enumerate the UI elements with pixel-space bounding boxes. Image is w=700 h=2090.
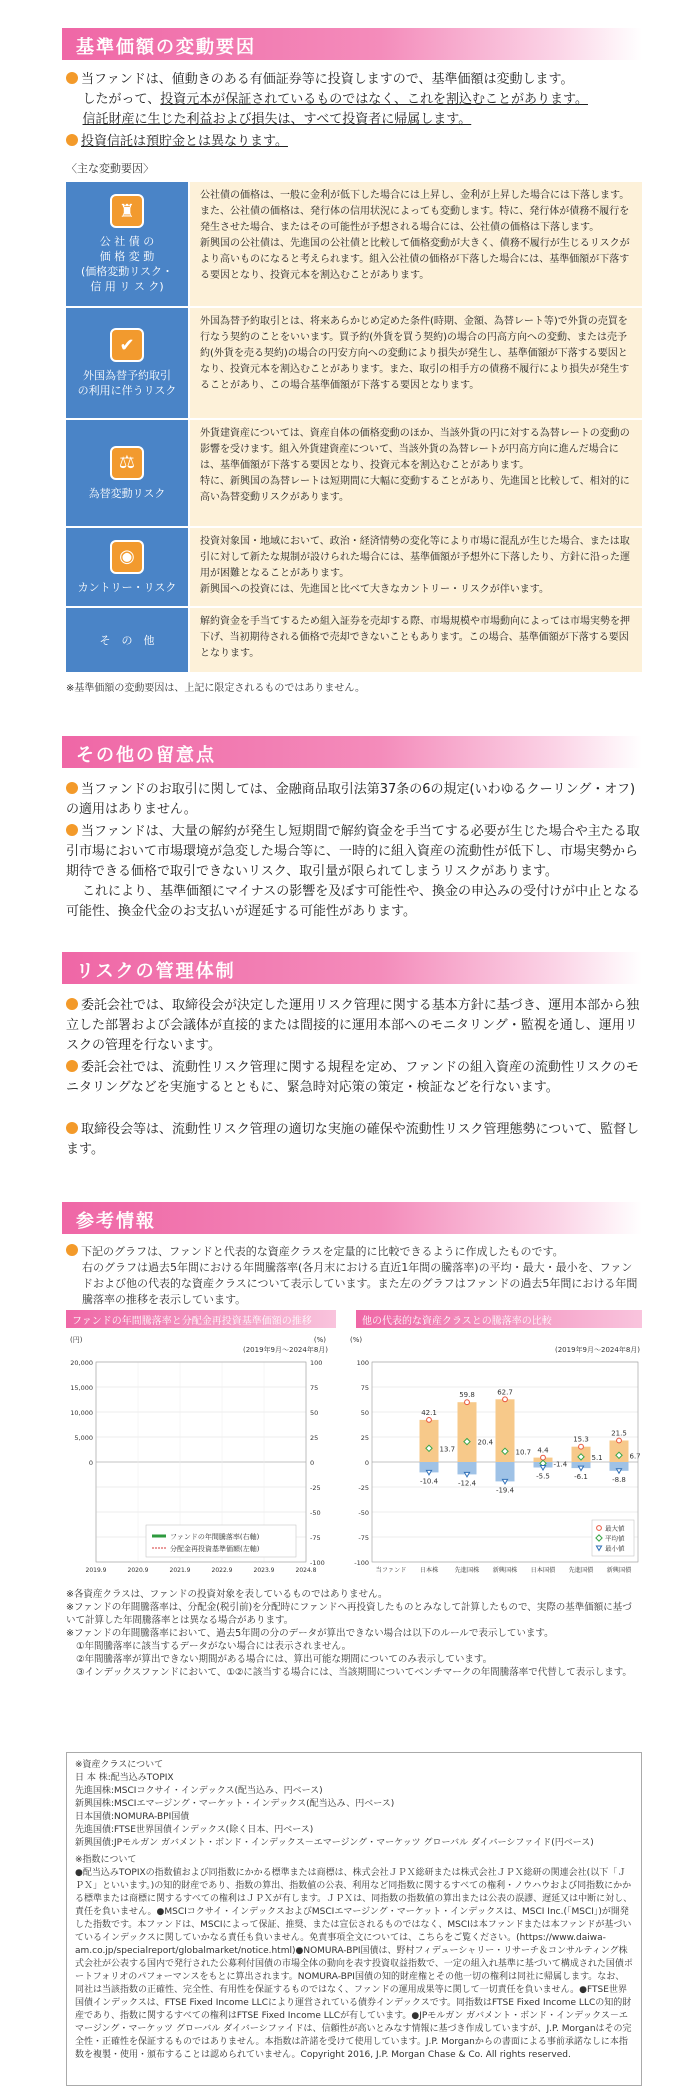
- risk-factor-table: [66, 182, 642, 674]
- right-tick-label: 25: [310, 1434, 319, 1442]
- left-tick-label: 20,000: [70, 1359, 93, 1367]
- right-tick-label: -75: [310, 1534, 321, 1542]
- right-tick-label: 50: [310, 1409, 319, 1417]
- left-line-chart: [66, 1330, 338, 1582]
- globe-icon: ◉: [110, 540, 144, 574]
- left-tick-label: 10,000: [70, 1409, 93, 1417]
- y-tick-label: -100: [354, 1559, 369, 1567]
- chart-notes: ※各資産クラスは、ファンドの投資対象を表しているものではありません。 ※ファンドの年間騰落率は、分配金(税引前)を分配時にファンドへ再投資したものとみなして計算したもので、実際の基準価額に基づいて計算した年間騰落率とは異なる場合があります。 ※ファンドの年間騰落率において、過去5年間の分のデータが算出できない場合は以下のルールで表示しています。 ①年間騰落率に該当するデータがない場合には表示されません。 ②年間騰落率が算出できない期間がある場合には、算出可能な期間についてのみ表示しています。 ③インデックスファンドにおいて、①②に該当する場合には、当該期間についてベンチマークの年間騰落率で代替して表示します。: [66, 1589, 632, 1678]
- right-chart-title: 他の代表的な資産クラスとの騰落率の比較: [356, 1310, 642, 1328]
- marker-min: [426, 1470, 431, 1475]
- category-label: 新興国債: [606, 1567, 632, 1574]
- bullet-liquidity: 当ファンドは、大量の解約が発生し短期間で解約資金を手当てする必要が生じた場合や主たる取引市場において市場環境が急変した場合等に、一時的に組入資産の流動性が低下し、市場実勢から期待できる価格で取引できないリスク、取引量が限られてしまうリスクがあります。 これにより、基準価額にマイナスの影響を及ぼす可能性や、換金の申込みの受付けが中止となる可能性、換金代金のお支払いが遅延する可能性があります。: [66, 824, 640, 919]
- max-label: 21.5: [611, 1429, 627, 1438]
- y-tick-label: -25: [358, 1484, 369, 1492]
- category-label: 先進国株: [454, 1567, 480, 1574]
- risk-footnote: ※基準価額の変動要因は、上記に限定されるものではありません。: [66, 683, 365, 694]
- risk-row-country: ◉ カントリー・リスク 投資対象国・地域において、政治・経済情勢の変化等により市場に混乱が生じた場合、または取引に対して新たな規制が設けられた場合には、基準価額が予想外に下落したり、方針に沿った運用が困難となることがあります。 新興国への投資には、先進国と比べて大きなカントリー・リスクが伴います。: [66, 528, 642, 608]
- category-label: 日本国債: [530, 1567, 556, 1574]
- right-tick-label: 0: [310, 1459, 315, 1467]
- forex-contract-icon: ✔: [110, 328, 144, 362]
- category-label: 新興国株: [492, 1567, 518, 1574]
- marker-min: [616, 1469, 621, 1474]
- max-label: 4.4: [537, 1446, 549, 1455]
- min-label: -6.1: [574, 1473, 588, 1482]
- bullet-board-supervision: 取締役会等は、流動性リスク管理の適切な実施の確保や流動性リスク管理態勢について、監督します。: [66, 1122, 639, 1157]
- bullet-not-deposit: 投資信託は預貯金とは異なります。: [66, 132, 641, 152]
- left-tick-label: 15,000: [70, 1384, 93, 1392]
- bullet-dot-icon: [66, 1060, 78, 1072]
- bullet-chart-intro: 下記のグラフは、ファンドと代表的な資産クラスを定量的に比較できるように作成したものです。 右のグラフは過去5年間における年間騰落率(各月末における直近1年間の騰落率)の平均・最大・最小を、ファンドおよび他の代表的な資産クラスについて表示しています。また左のグラフはファンドの過去5年間における年間騰落率の推移を表示しています。: [66, 1244, 641, 1308]
- bullet-dot-icon: [66, 72, 78, 84]
- max-label: 15.3: [573, 1435, 589, 1444]
- avg-label: 10.7: [515, 1448, 532, 1457]
- y-tick-label: 50: [360, 1409, 369, 1417]
- left-axis-unit: (円): [70, 1336, 83, 1344]
- marker-max: [503, 1397, 508, 1402]
- bullet-dot-icon: [66, 782, 78, 794]
- right-axis-unit: (%): [313, 1336, 326, 1344]
- marker-min: [578, 1466, 583, 1471]
- bullet-dot-icon: [66, 998, 78, 1010]
- avg-label: 20.4: [477, 1438, 494, 1447]
- marker-min: [464, 1472, 469, 1477]
- min-label: -8.8: [612, 1475, 626, 1484]
- right-tick-label: -25: [310, 1484, 321, 1492]
- section-header-risk-management: リスクの管理体制: [62, 952, 642, 984]
- right-chart-period: (2019年9月〜2024年8月): [555, 1346, 640, 1354]
- marker-max: [579, 1444, 584, 1449]
- risk-row-forex-contract: ✔ 外国為替予約取引 の利用に伴うリスク 外国為替予約取引とは、将来あらかじめ定めた条件(時期、金額、為替レート等)で外貨の売買を行なう契約のことをいいます。買予約(外貨を買う契約)の場合の円高方向への変動、または売予約(外貨を売る契約)の場合の円安方向への変動により損失が発生し、基準価額が下落する要因となり、投資元本を割込むことがあります。また、取引の相手方の債務不履行により損失が発生することがあり、この場合基準価額が下落する要因となります。: [66, 308, 642, 420]
- risk-row-bond: ♜ 公 社 債 の 価 格 変 動 (価格変動リスク・ 信 用 リ ス ク) 公社債の価格は、一般に金利が低下した場合には上昇し、金利が上昇した場合には下落します。また、公社債の価格は、発行体の信用状況によっても変動します。特に、発行体が債務不履行を発生させた場合、またはその可能性が予想される場合には、公社債の価格は下落します。 新興国の公社債は、先進国の公社債と比較して価格変動が大きく、債務不履行が生じるリスクがより高いものになると考えられます。組入公社債の価格が下落した場合には、基準価額が下落する要因となり、投資元本を割込むことがあります。: [66, 182, 642, 308]
- marker-max: [541, 1455, 546, 1460]
- right-tick-label: -100: [310, 1559, 325, 1567]
- bullet-dot-icon: [66, 824, 78, 836]
- left-tick-label: 0: [88, 1459, 93, 1467]
- y-tick-label: 100: [356, 1359, 369, 1367]
- right-tick-label: 100: [310, 1359, 323, 1367]
- avg-label: 5.1: [591, 1453, 603, 1462]
- legend-max-label: 最大値: [605, 1524, 625, 1533]
- max-label: 62.7: [497, 1388, 513, 1397]
- legend-min-label: 最小値: [605, 1544, 625, 1553]
- risk-row-other: そ の 他 解約資金を手当てするため組入証券を売却する際、市場規模や市場動向によっては市場実勢を押下げ、当初期待される価格で売却できないこともあります。この場合、基準価額が下落する要因となります。: [66, 608, 642, 674]
- x-tick-label: 2021.9: [169, 1567, 191, 1574]
- section-header-other-notes: その他の留意点: [62, 736, 642, 768]
- bullet-dot-icon: [66, 1244, 78, 1256]
- risk-row-currency: ⚖ 為替変動リスク 外貨建資産については、資産自体の価格変動のほか、当該外貨の円に対する為替レートの変動の影響を受けます。組入外貨建資産について、当該外貨の為替レートが円高方向に進んだ場合には、基準価額が下落する要因となり、投資元本を割込むことがあります。 特に、新興国の為替レートは短期間に大幅に変動することがあり、先進国と比較して、相対的に高い為替変動リスクがあります。: [66, 420, 642, 528]
- category-label: 日本株: [419, 1567, 439, 1574]
- category-label: 先進国債: [568, 1567, 594, 1574]
- max-label: 59.8: [459, 1391, 475, 1400]
- bullet-dot-icon: [66, 1122, 78, 1134]
- legend-max-marker: [597, 1526, 602, 1531]
- bullet-dot-icon: [66, 134, 78, 146]
- x-tick-label: 2023.9: [253, 1567, 275, 1574]
- legend-avg-label: 平均値: [605, 1534, 625, 1543]
- left-chart-period: (2019年9月〜2024年8月): [243, 1346, 328, 1354]
- y-tick-label: 75: [360, 1384, 369, 1392]
- x-tick-label: 2019.9: [85, 1567, 107, 1574]
- marker-min: [540, 1466, 545, 1471]
- bullet-liquidity-policy: 委託会社では、流動性リスク管理に関する規程を定め、ファンドの組入資産の流動性リスクのモニタリングなどを実施するとともに、緊急時対応策の策定・検証などを行ないます。: [66, 1060, 639, 1095]
- y-tick-label: -50: [358, 1509, 369, 1517]
- y-tick-label: 0: [364, 1459, 369, 1467]
- marker-max: [465, 1400, 470, 1405]
- category-label: 当ファンド: [375, 1567, 407, 1574]
- bullet-risk-policy: 委託会社では、取締役会が決定した運用リスク管理に関する基本方針に基づき、運用本部から独立した部署および会議体が直接的または間接的に運用本部へのモニタリング・監視を通し、運用リスクの管理を行ないます。: [66, 998, 640, 1053]
- min-label: -12.4: [457, 1479, 477, 1488]
- avg-label: -1.4: [553, 1460, 568, 1469]
- right-bar-chart: [346, 1330, 644, 1582]
- bar-max-range: [458, 1402, 477, 1462]
- section-header-nav-factors: 基準価額の変動要因: [62, 28, 642, 60]
- bullet-cooling-off: 当ファンドのお取引に関しては、金融商品取引法第37条の6の規定(いわゆるクーリング・オフ)の適用はありません。: [66, 782, 636, 817]
- asset-class-index-notes: ※資産クラスについて 日 本 株:配当込みTOPIX 先進国株:MSCIコクサイ・インデックス(配当込み、円ベース) 新興国株:MSCIエマージング・マーケット・インデックス(配当込み、円ベース) 日本国債:NOMURA-BPI国債 先進国債:FTSE世界国債インデックス(除く日本、円ベース) 新興国債:JPモルガン ガバメント・ボンド・インデックス－エマージング・マーケッツ グローバル ダイバーシファイド(円ベース) ※指数について ●配当込みTOPIXの指数値および同指数にかかる標準または商標は、株式会社ＪＰＸ総研または株式会社ＪＰＸ総研の関連会社(以下「ＪＰＸ」といいます。)の知的財産であり、指数の算出、指数値の公表、利用など同指数に関するすべての権利・ノウハウおよび同指数にかかる標準または商標に関するすべての権利はＪＰＸが有します。ＪＰＸは、同指数の指数値の算出または公表の誤謬、遅延又は中断に対し、責任を負いません。●MSCIコクサイ・インデックスおよびMSCIエマージング・マーケット・インデックスは、MSCI Inc.(「MSCI」)が開発した指数です。本ファンドは、MSCIによって保証、推奨、または宣伝されるものではなく、MSCIは本ファンドまたは本ファンドが基づいているインデックスに関していかなる責任も負いません。免責事項全文については、こちらをご覧ください。(https://www.daiwa-am.co.jp/specialreport/globalmarket/notice.html)●NOMURA-BPI国債は、野村フィデューシャリー・リサーチ＆コンサルティング株式会社が公表する国内で発行された公募利付国債の市場全体の動向を表す投資収益指数で、一定の組入れ基準に基づいて構成された国債ポートフォリオのパフォーマンスをもとに算出されます。NOMURA-BPI国債の知的財産権とその他一切の権利は同社に帰属します。なお、同社は当該指数の正確性、完全性、有用性を保証するものではなく、ファンドの運用成果等に関して一切責任を負いません。●FTSE世界国債インデックスは、FTSE Fixed Income LLCにより運営されている債券インデックスです。同指数はFTSE Fixed Income LLCの知的財産であり、指数に関するすべての権利はFTSE Fixed Income LLCが有しています。●JPモルガン ガバメント・ボンド・インデックス－エマージング・マーケッツ グローバル ダイバーシファイドは、信頼性が高いとみなす情報に基づき作成していますが、J.P. Morganはその完全性・正確性を保証するものではありません。本指数は許諾を受けて使用しています。J.P. Morganからの書面による事前承諾なしに本指数を複製・使用・頒布することは認められていません。Copyright 2016, J.P. Morgan Chase & Co. All rights reserved.: [66, 1752, 642, 2086]
- legend-label-nav: 分配金再投資基準価額(左軸): [170, 1545, 260, 1553]
- x-tick-label: 2020.9: [127, 1567, 149, 1574]
- left-tick-label: 5,000: [74, 1434, 93, 1442]
- bar-min-range: [496, 1462, 515, 1481]
- bullet-fluctuation: 当ファンドは、値動きのある有価証券等に投資しますので、基準価額は変動します。 したがって、投資元本が保証されているものではなく、これを割込むことがあります。 信託財産に生じた利益および損失は、すべて投資者に帰属します。: [66, 70, 641, 130]
- right-chart-unit: (%): [350, 1336, 363, 1344]
- section-header-reference-info: 参考情報: [62, 1202, 642, 1234]
- y-tick-label: 25: [360, 1434, 369, 1442]
- sub-heading-main-factors: 〈主な変動要因〉: [66, 162, 154, 175]
- min-label: -19.4: [495, 1486, 515, 1495]
- currency-exchange-icon: ⚖: [110, 446, 144, 480]
- min-label: -10.4: [419, 1477, 439, 1486]
- y-tick-label: -75: [358, 1534, 369, 1542]
- marker-min: [502, 1479, 507, 1484]
- x-tick-label: 2024.8: [295, 1567, 317, 1574]
- min-label: -5.5: [536, 1472, 550, 1481]
- bond-price-icon: ♜: [110, 194, 144, 228]
- legend-label-return: ファンドの年間騰落率(右軸): [170, 1533, 260, 1541]
- max-label: 42.1: [421, 1408, 437, 1417]
- avg-label: 13.7: [439, 1445, 456, 1454]
- bar-max-range: [420, 1420, 439, 1462]
- x-tick-label: 2022.9: [211, 1567, 233, 1574]
- right-tick-label: 75: [310, 1384, 319, 1392]
- marker-max: [427, 1418, 432, 1423]
- right-tick-label: -50: [310, 1509, 321, 1517]
- left-chart-title: ファンドの年間騰落率と分配金再投資基準価額の推移: [66, 1310, 336, 1328]
- avg-label: 6.7: [629, 1452, 641, 1461]
- marker-max: [617, 1438, 622, 1443]
